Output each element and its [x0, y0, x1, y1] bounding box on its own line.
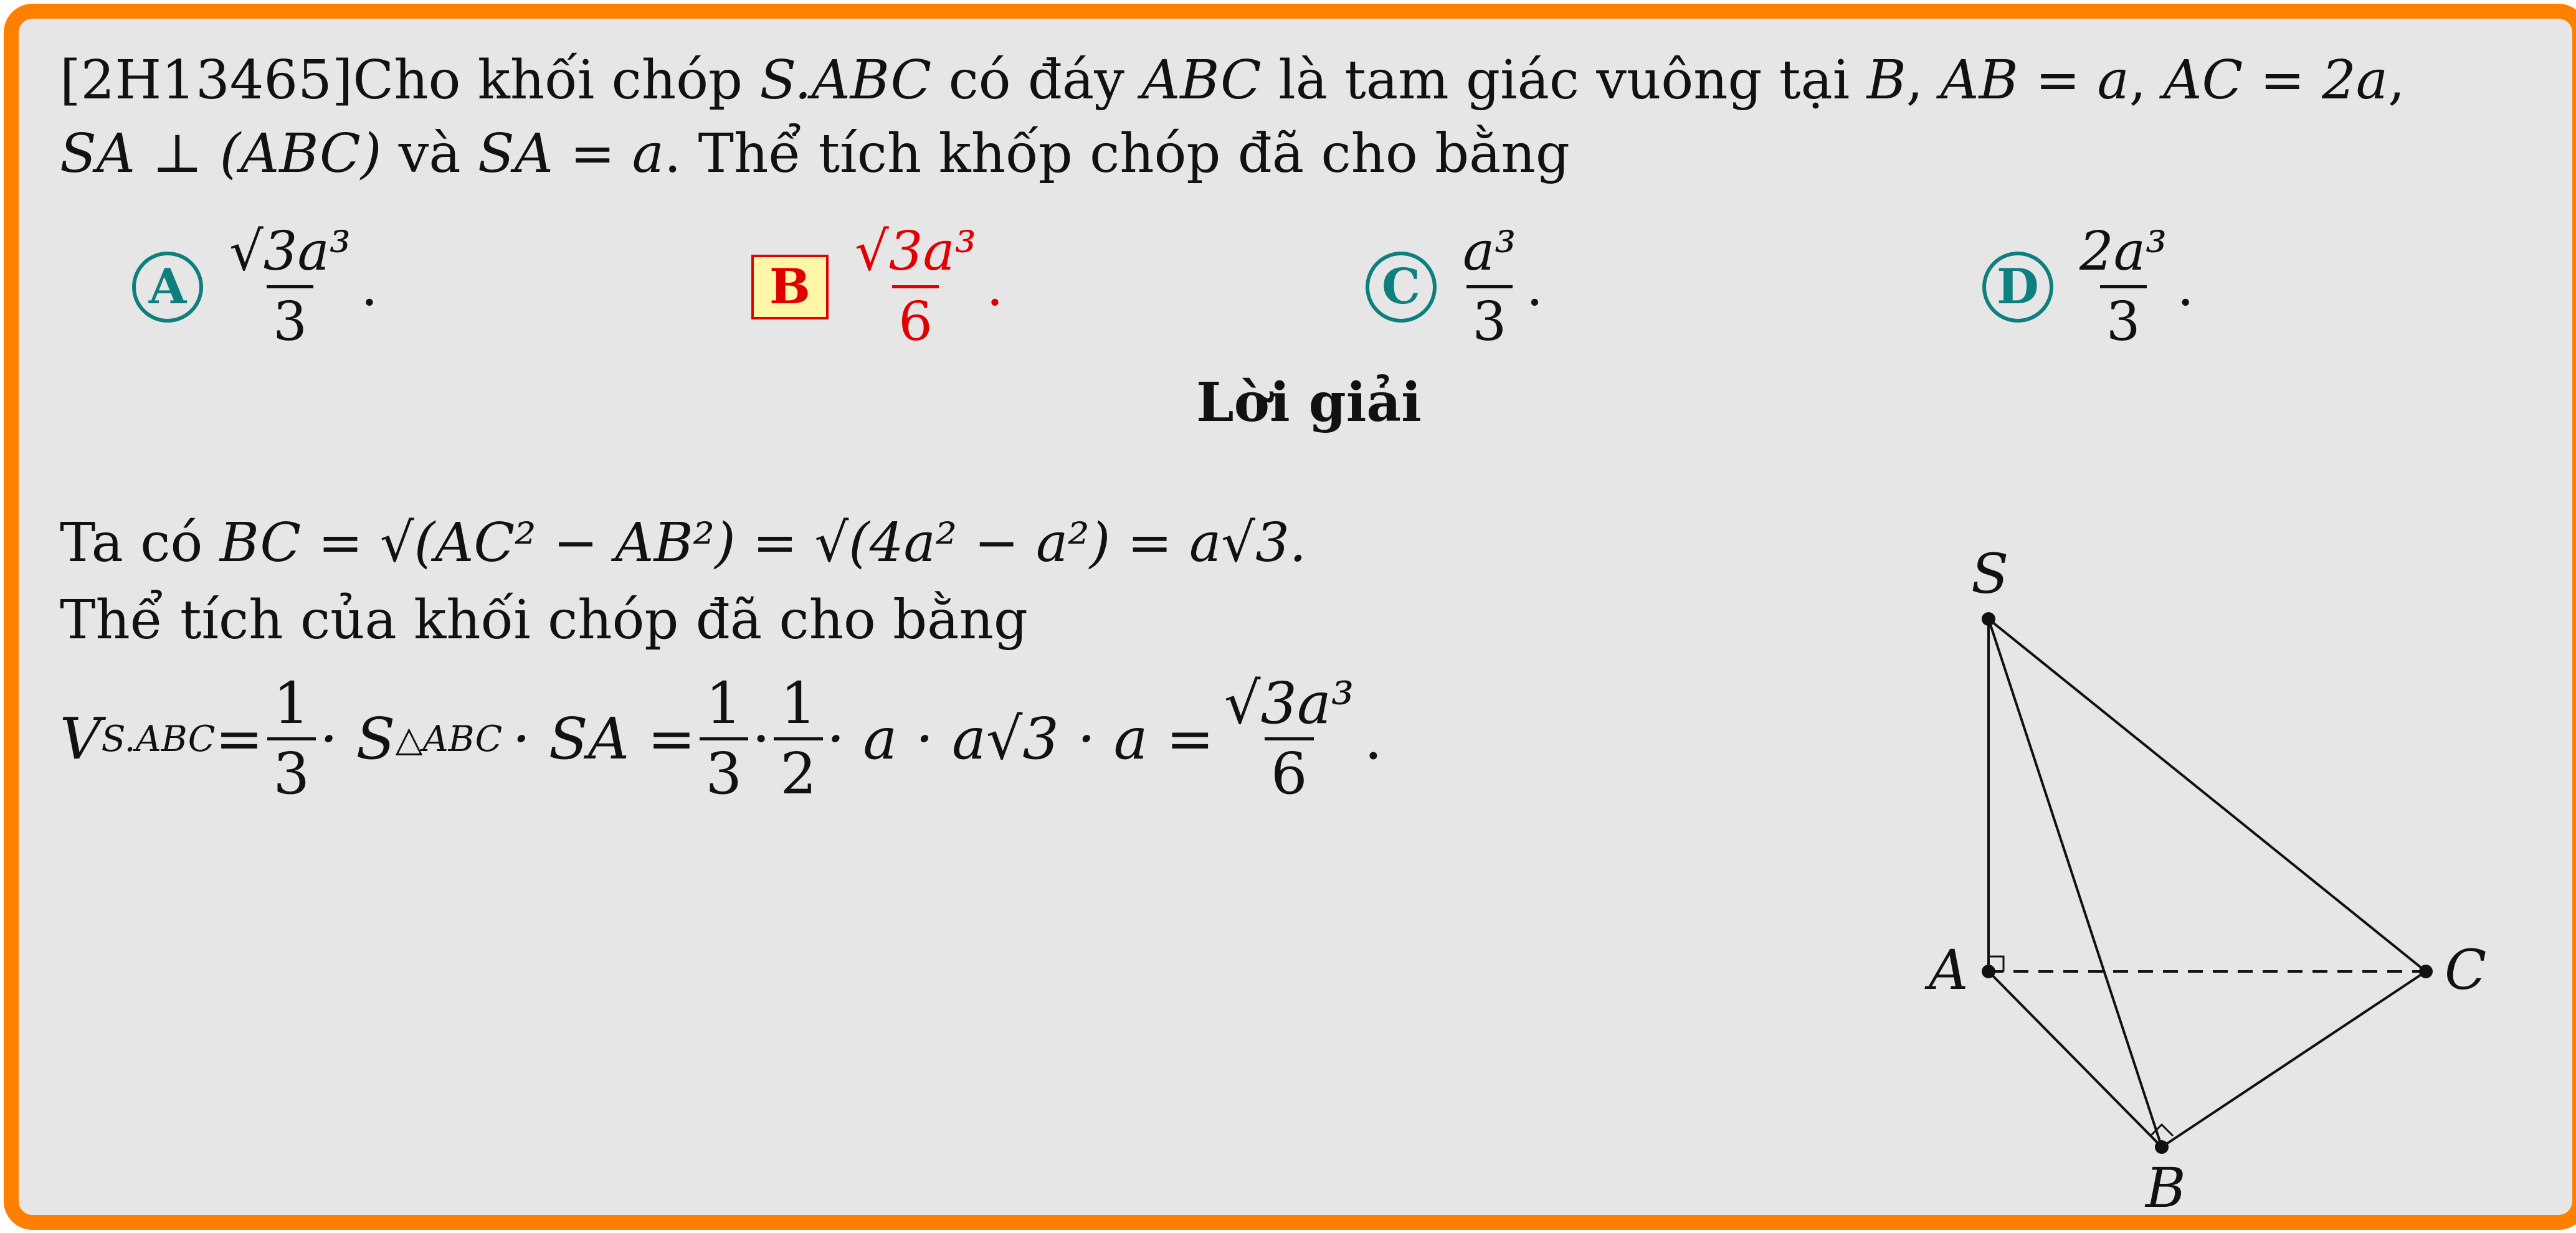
point-s — [1982, 612, 1995, 626]
edge-bc — [2162, 971, 2426, 1147]
one-third-fraction — [267, 670, 316, 808]
problem-text: và — [381, 123, 478, 185]
content — [60, 44, 2535, 1220]
period: . — [1364, 705, 1383, 772]
choice-a[interactable]: A $\frac{\text{√3a³}}{3}$ . — [132, 218, 378, 356]
sa-length: SA = a — [477, 123, 664, 185]
solution-line-1 — [60, 504, 1742, 582]
choice-c[interactable]: C $\frac{\text{a³}}{3}$ . — [1366, 218, 1543, 356]
one-third-fraction-2 — [700, 670, 749, 808]
choice-c-marker[interactable]: C — [1366, 252, 1437, 323]
problem-id: [2H13465] — [60, 49, 353, 111]
answer-choices — [60, 218, 2535, 380]
result-numerator: √3a³ — [1224, 670, 1354, 737]
fraction-denominator: 3 — [700, 737, 749, 808]
right-angle-vertex: B — [1866, 49, 1906, 111]
solution-line-2: Thể tích của khối chóp đã cho bằng — [60, 589, 1028, 651]
ab-length: AB = a — [1940, 49, 2129, 111]
fraction-denominator: 3 — [267, 737, 316, 808]
choice-b-fraction — [848, 218, 982, 356]
choice-b-denominator: 6 — [892, 285, 939, 356]
problem-question: . Thể tích khốp chóp đã cho bằng — [663, 123, 1570, 185]
bc-computation: BC = √(AC² − AB²) = √(4a² − a²) = a√3. — [219, 512, 1307, 574]
label-a: A — [1929, 938, 1969, 1002]
choice-a-numerator: √3a³ — [229, 220, 351, 283]
problem-text: là tam giác vuông tại — [1261, 49, 1867, 111]
problem-card — [4, 4, 2576, 1230]
pyramid-figure — [1922, 536, 2576, 1233]
fraction-numerator: 1 — [273, 670, 310, 737]
solution-text: Ta có — [60, 512, 220, 574]
choice-d-denominator: 3 — [2100, 285, 2147, 356]
volume-symbol: V — [60, 705, 102, 772]
choice-c-denominator: 3 — [1466, 285, 1513, 356]
dot-operator: · — [752, 705, 771, 772]
base-area-symbol: · S — [320, 705, 396, 772]
label-b: B — [2146, 1156, 2186, 1220]
label-s: S — [1971, 542, 2009, 606]
product-terms: · a · a√3 · a = — [826, 705, 1214, 772]
result-denominator: 6 — [1265, 737, 1314, 808]
point-b — [2155, 1140, 2169, 1154]
edge-sc — [1989, 619, 2426, 971]
choice-a-marker[interactable]: A — [132, 252, 203, 323]
sa-perpendicular: SA ⊥ (ABC) — [60, 123, 382, 185]
edge-ab — [1989, 971, 2162, 1147]
problem-line-2 — [60, 117, 2535, 191]
base-name: ABC — [1141, 49, 1262, 111]
problem-text: có đáy — [931, 49, 1142, 111]
height-term: · SA = — [512, 705, 696, 772]
equals-sign: = — [215, 705, 264, 772]
choice-d[interactable]: D $\frac{\text{2a³}}{3}$ . — [1982, 218, 2194, 356]
label-c: C — [2445, 938, 2487, 1002]
choice-d-marker[interactable]: D — [1982, 252, 2053, 323]
point-a — [1982, 965, 1995, 978]
choice-b-marker[interactable]: B — [751, 255, 829, 319]
result-fraction — [1218, 670, 1361, 808]
pyramid-name: S.ABC — [759, 49, 932, 111]
choice-a-fraction — [223, 218, 357, 356]
ac-length: AC = 2a — [2163, 49, 2388, 111]
problem-text: Cho khối chóp — [353, 49, 760, 111]
choice-c-fraction — [1457, 218, 1523, 356]
edge-sb — [1989, 619, 2162, 1147]
choice-d-numerator: 2a³ — [2079, 220, 2167, 283]
fraction-numerator: 1 — [705, 670, 743, 737]
choice-d-fraction — [2073, 218, 2173, 356]
fraction-denominator: 2 — [774, 737, 823, 808]
volume-formula: V S.ABC = $\frac{1}{3}$ · S △ABC · SA = $\frac{1}{3}$ · $\frac{1}{2}$ · a · a√3 · a = $\frac{\text{√3a³}}{6}$ . — [60, 670, 1383, 807]
choice-b-numerator: √3a³ — [855, 220, 977, 283]
choice-c-numerator: a³ — [1463, 220, 1516, 283]
fraction-numerator: 1 — [780, 670, 817, 737]
point-c — [2419, 965, 2433, 978]
solution-body — [60, 504, 1742, 808]
solution-title: Lời giải — [1196, 371, 1422, 434]
problem-line-1: [2H13465]Cho khối chóp S.ABC có đáy ABC là tam giác vuông tại B, AB = a, AC = 2a, — [60, 49, 2405, 111]
one-half-fraction — [774, 670, 823, 808]
choice-b[interactable]: B $\frac{\text{√3a³}}{6}$ . — [751, 218, 1004, 356]
choice-a-denominator: 3 — [267, 285, 313, 356]
